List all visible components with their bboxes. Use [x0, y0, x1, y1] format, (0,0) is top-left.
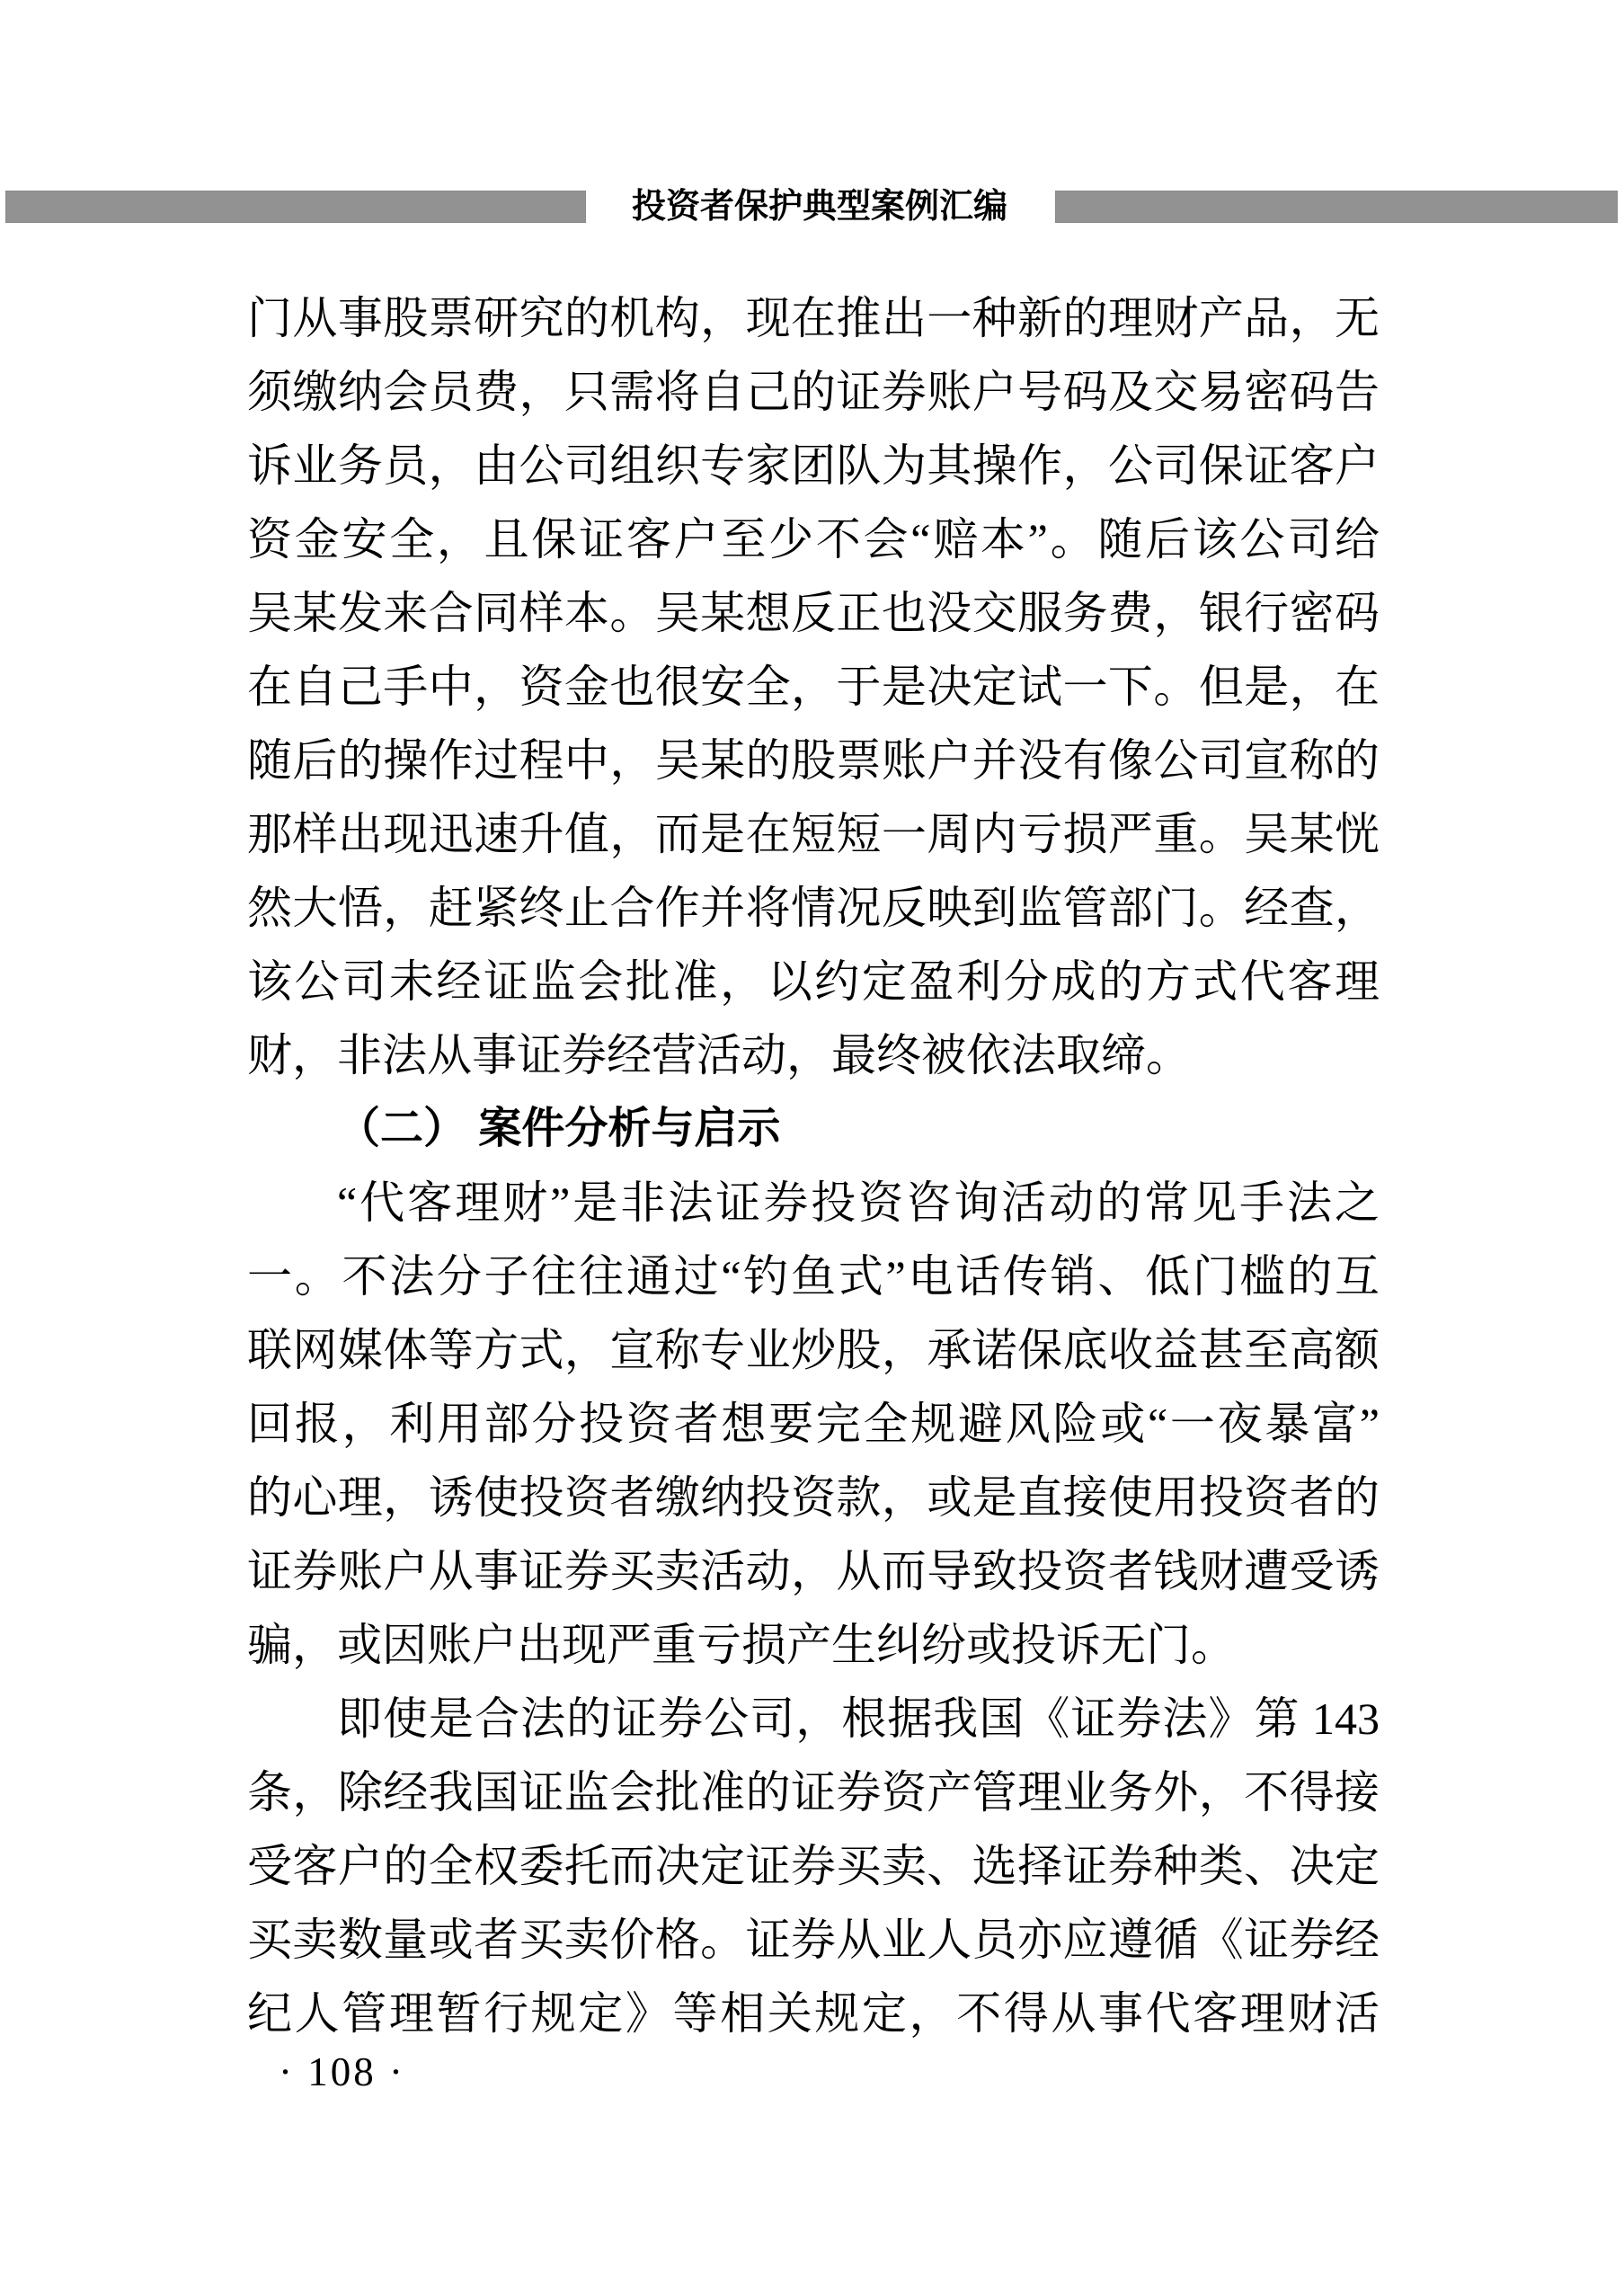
text-line: 门从事股票研究的机构，现在推出一种新的理财产品，无 — [247, 293, 1380, 343]
text-line: 该公司未经证监会批准，以约定盈利分成的方式代客理 — [247, 956, 1380, 1007]
running-head-title: 投资者保护典型案例汇编 — [631, 188, 1007, 226]
text-line: 吴某发来合同样本。吴某想反正也没交服务费，银行密码 — [247, 588, 1380, 638]
text-line: 诉业务员，由公司组织专家团队为其操作，公司保证客户 — [247, 440, 1380, 491]
text-line: 财，非法从事证券经营活动，最终被依法取缔。 — [247, 1030, 1191, 1080]
header-rule-left — [5, 191, 586, 223]
text-line: 随后的操作过程中，吴某的股票账户并没有像公司宣称的 — [247, 735, 1380, 786]
text-line: 受客户的全权委托而决定证券买卖、选择证券种类、决定 — [247, 1841, 1380, 1891]
page-number: · 108 · — [279, 2049, 405, 2094]
text-line: 回报，利用部分投资者想要完全规避风险或“一夜暴富” — [247, 1399, 1380, 1449]
text-line: 买卖数量或者买卖价格。证券从业人员亦应遵循《证券经 — [247, 1915, 1380, 1965]
text-line: 须缴纳会员费，只需将自己的证券账户号码及交易密码告 — [247, 367, 1380, 417]
text-line: “代客理财”是非法证券投资咨询活动的常见手法之 — [337, 1178, 1380, 1228]
text-line: 即使是合法的证券公司，根据我国《证券法》第 143 — [337, 1693, 1380, 1744]
text-line: 资金安全，且保证客户至少不会“赔本”。随后该公司给 — [247, 514, 1380, 564]
header-rule-right — [1055, 191, 1618, 223]
body-text-column — [247, 281, 1380, 2050]
text-line: 证券账户从事证券买卖活动，从而导致投资者钱财遭受诱 — [247, 1546, 1380, 1596]
text-line: 纪人管理暂行规定》等相关规定，不得从事代客理财活 — [247, 1988, 1380, 2039]
text-line: 条，除经我国证监会批准的证券资产管理业务外，不得接 — [247, 1767, 1380, 1818]
section-heading: （二） 案件分析与启示 — [337, 1105, 781, 1152]
text-line: 那样出现迅速升值，而是在短短一周内亏损严重。吴某恍 — [247, 809, 1380, 859]
text-line: 的心理，诱使投资者缴纳投资款，或是直接使用投资者的 — [247, 1472, 1380, 1523]
text-line: 骗，或因账户出现严重亏损产生纠纷或投诉无门。 — [247, 1620, 1236, 1670]
text-line: 一。不法分子往往通过“钓鱼式”电话传销、低门槛的互 — [247, 1251, 1380, 1302]
text-line: 然大悟，赶紧终止合作并将情况反映到监管部门。经查， — [247, 883, 1380, 933]
text-line: 在自己手中，资金也很安全，于是决定试一下。但是，在 — [247, 662, 1380, 712]
text-line: 联网媒体等方式，宣称专业炒股，承诺保底收益甚至高额 — [247, 1325, 1380, 1375]
